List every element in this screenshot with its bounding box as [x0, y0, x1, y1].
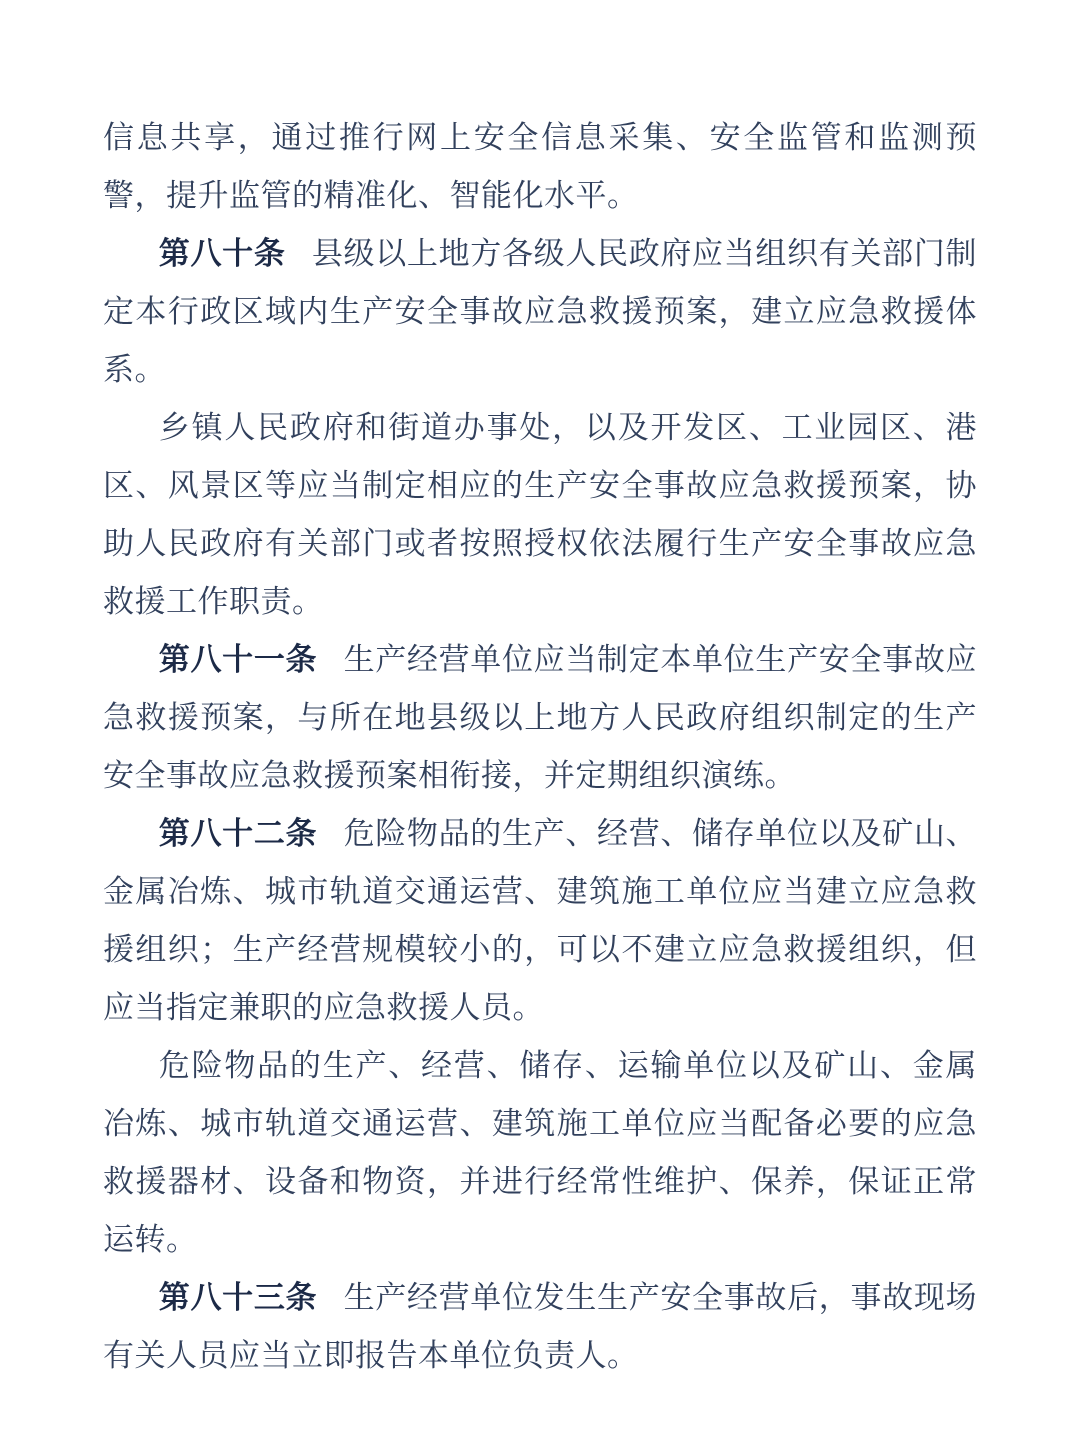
paragraph-text: 危险物品的生产、经营、储存单位以及矿山、金属冶炼、城市轨道交通运营、建筑施工单位应当建立应急救援组织；生产经营规模较小的，可以不建立应急救援组织，但应当指定兼职的应急救援人员。	[103, 816, 978, 1025]
article-83-number: 第八十三条	[158, 1280, 318, 1315]
article-80-number: 第八十条	[158, 236, 286, 271]
article-80-clause-2-paragraph	[103, 399, 977, 631]
article-80-paragraph	[103, 225, 977, 399]
paragraph-text: 乡镇人民政府和街道办事处，以及开发区、工业园区、港区、风景区等应当制定相应的生产安全事故应急救援预案，协助人民政府有关部门或者按照授权依法履行生产安全事故应急救援工作职责。	[103, 410, 977, 619]
article-82-clause-2-paragraph	[103, 1037, 977, 1269]
article-82-paragraph	[103, 805, 977, 1037]
article-81-number: 第八十一条	[158, 642, 318, 677]
paragraph-text: 危险物品的生产、经营、储存、运输单位以及矿山、金属冶炼、城市轨道交通运营、建筑施工单位应当配备必要的应急救援器材、设备和物资，并进行经常性维护、保养，保证正常运转。	[103, 1048, 977, 1257]
paragraph-text: 信息共享，通过推行网上安全信息采集、安全监管和监测预警，提升监管的精准化、智能化水平。	[103, 120, 977, 213]
paragraph-text: 生产经营单位发生生产安全事故后，事故现场有关人员应当立即报告本单位负责人。	[103, 1280, 978, 1373]
paragraph-continuation	[103, 109, 977, 225]
paragraph-text: 生产经营单位应当制定本单位生产安全事故应急救援预案，与所在地县级以上地方人民政府组织制定的生产安全事故应急救援预案相衔接，并定期组织演练。	[103, 642, 978, 793]
article-81-paragraph	[103, 631, 977, 805]
law-text-block	[103, 109, 977, 1385]
paragraph-text: 县级以上地方各级人民政府应当组织有关部门制定本行政区域内生产安全事故应急救援预案，建立应急救援体系。	[103, 236, 978, 387]
article-83-paragraph	[103, 1269, 977, 1385]
article-82-number: 第八十二条	[158, 816, 318, 851]
